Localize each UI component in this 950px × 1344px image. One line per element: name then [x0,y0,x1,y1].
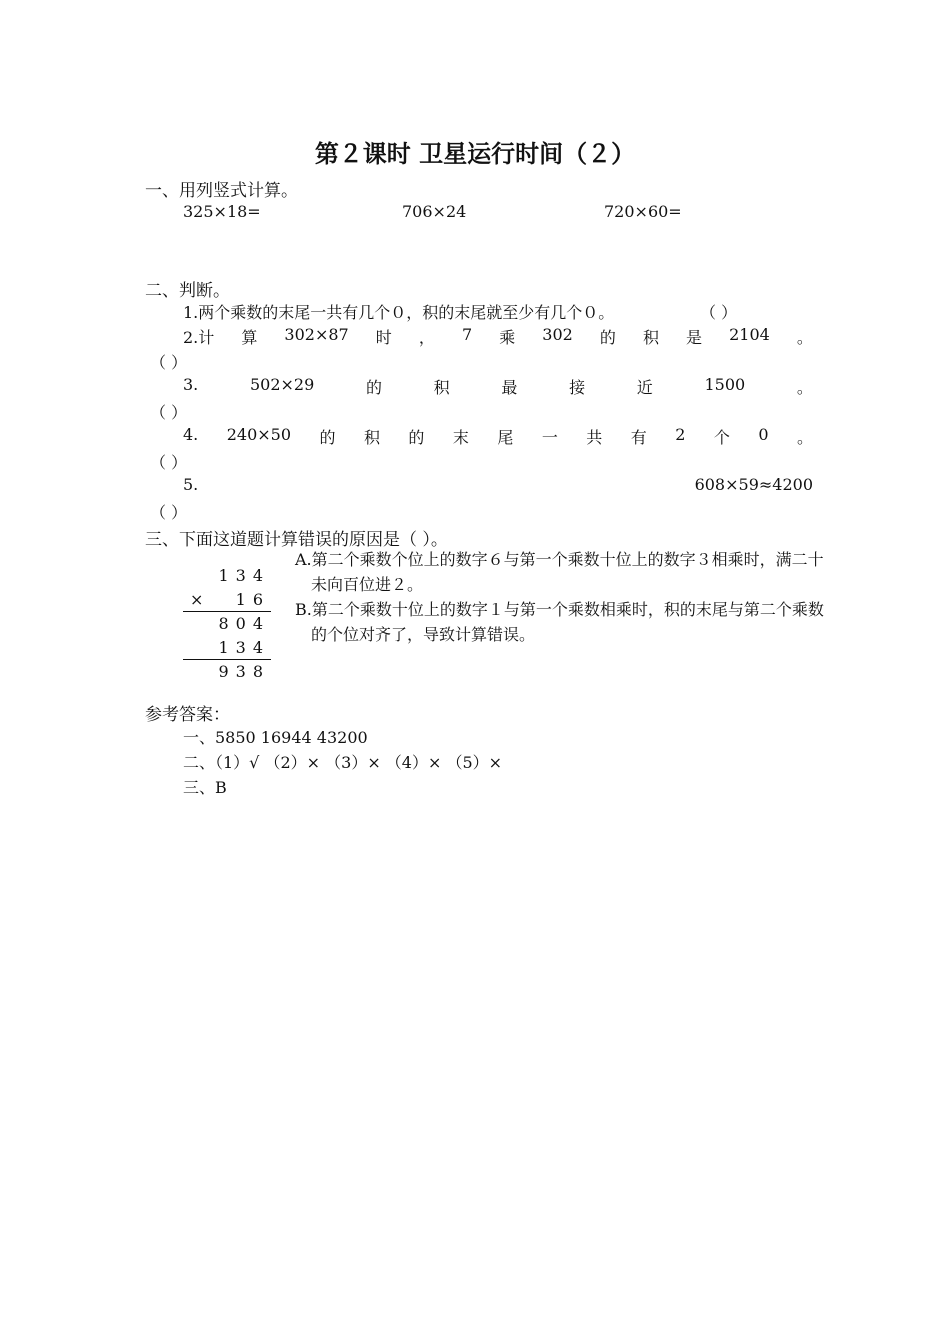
judge-q5-paren: （ ） [150,503,188,522]
q4-token: 2 [675,425,686,444]
q3-token: 积 [433,378,450,397]
q4-token: 积 [363,428,380,447]
calc-rule [183,659,271,660]
q4-token: 4. [183,425,199,444]
judge-q3 [183,375,813,398]
q4-token: 有 [630,428,647,447]
q5-token: 5. [183,475,199,494]
q4-token: 的 [319,428,336,447]
q2-token: 时 [375,328,392,347]
option-a: A.第二个乘数个位上的数字６与第一个乘数十位上的数字３相乘时，满二十未向百位进２。 [295,550,824,594]
answer-3: 三、B [183,778,227,797]
q3-token: 的 [365,378,382,397]
q4-token: 个 [713,428,730,447]
q4-token: 240×50 [226,425,292,444]
multiply-sign: × [190,590,204,609]
q2-token: 302 [542,325,573,344]
section-3-heading: 三、下面这道题计算错误的原因是（ ）。 [145,530,448,550]
q2-token: 2.计 [183,328,215,347]
q3-token: 3. [183,375,199,394]
q4-token: 共 [586,428,603,447]
judge-q1-paren: （ ） [700,303,738,322]
problem-3: 720×60= [604,202,682,221]
judge-q4 [183,425,813,448]
page-title: 第２课时 卫星运行时间（２） [314,139,636,168]
q3-token: 近 [636,378,653,397]
answer-1: 一、5850 16944 43200 [183,728,368,747]
q2-token: 7 [461,325,473,344]
judge-q5 [183,475,813,494]
problem-2: 706×24 [402,202,467,221]
q3-token: 。 [796,378,813,397]
q2-token: 积 [642,328,659,347]
q4-token: 尾 [497,428,514,447]
q5-token: 608×59≈4200 [694,475,813,494]
answer-2: 二、（1）√ （2）× （3）× （4）× （5）× [183,753,503,772]
q4-token: 的 [408,428,425,447]
q2-token: 302×87 [284,325,349,344]
partial-product-1: 804 [218,614,270,633]
problem-1: 325×18= [183,202,261,221]
multiplier: 16 [235,590,270,609]
answers-heading: 参考答案： [145,705,230,725]
q2-token: ， [418,328,435,347]
q2-token: 乘 [499,328,516,347]
q3-token: 502×29 [249,375,315,394]
q2-token: 算 [241,328,258,347]
q3-token: 接 [569,378,586,397]
judge-q2 [183,325,813,348]
q3-token: 最 [501,378,518,397]
partial-product-2: 134 [218,638,270,657]
judge-q3-paren: （ ） [150,403,188,422]
q4-token: 。 [796,428,813,447]
judge-q4-paren: （ ） [150,453,188,472]
section-1-heading: 一、用列竖式计算。 [145,181,298,201]
q2-token: 的 [599,328,616,347]
product-result: 938 [218,662,270,681]
q2-token: 是 [686,328,703,347]
q4-token: 0 [758,425,769,444]
multiplicand: 134 [218,566,270,585]
q2-token: 。 [796,328,813,347]
judge-q2-paren: （ ） [150,353,188,372]
q4-token: 末 [452,428,469,447]
q2-token: 2104 [729,325,770,344]
section-2-heading: 二、判断。 [145,281,230,301]
option-b: B.第二个乘数十位上的数字１与第一个乘数相乘时，积的末尾与第二个乘数的个位对齐了，导致计算错误。 [295,600,824,644]
calc-rule [183,611,271,612]
q3-token: 1500 [704,375,746,394]
q4-token: 一 [541,428,558,447]
judge-q1: 1.两个乘数的末尾一共有几个０，积的末尾就至少有几个０。 [183,303,615,322]
